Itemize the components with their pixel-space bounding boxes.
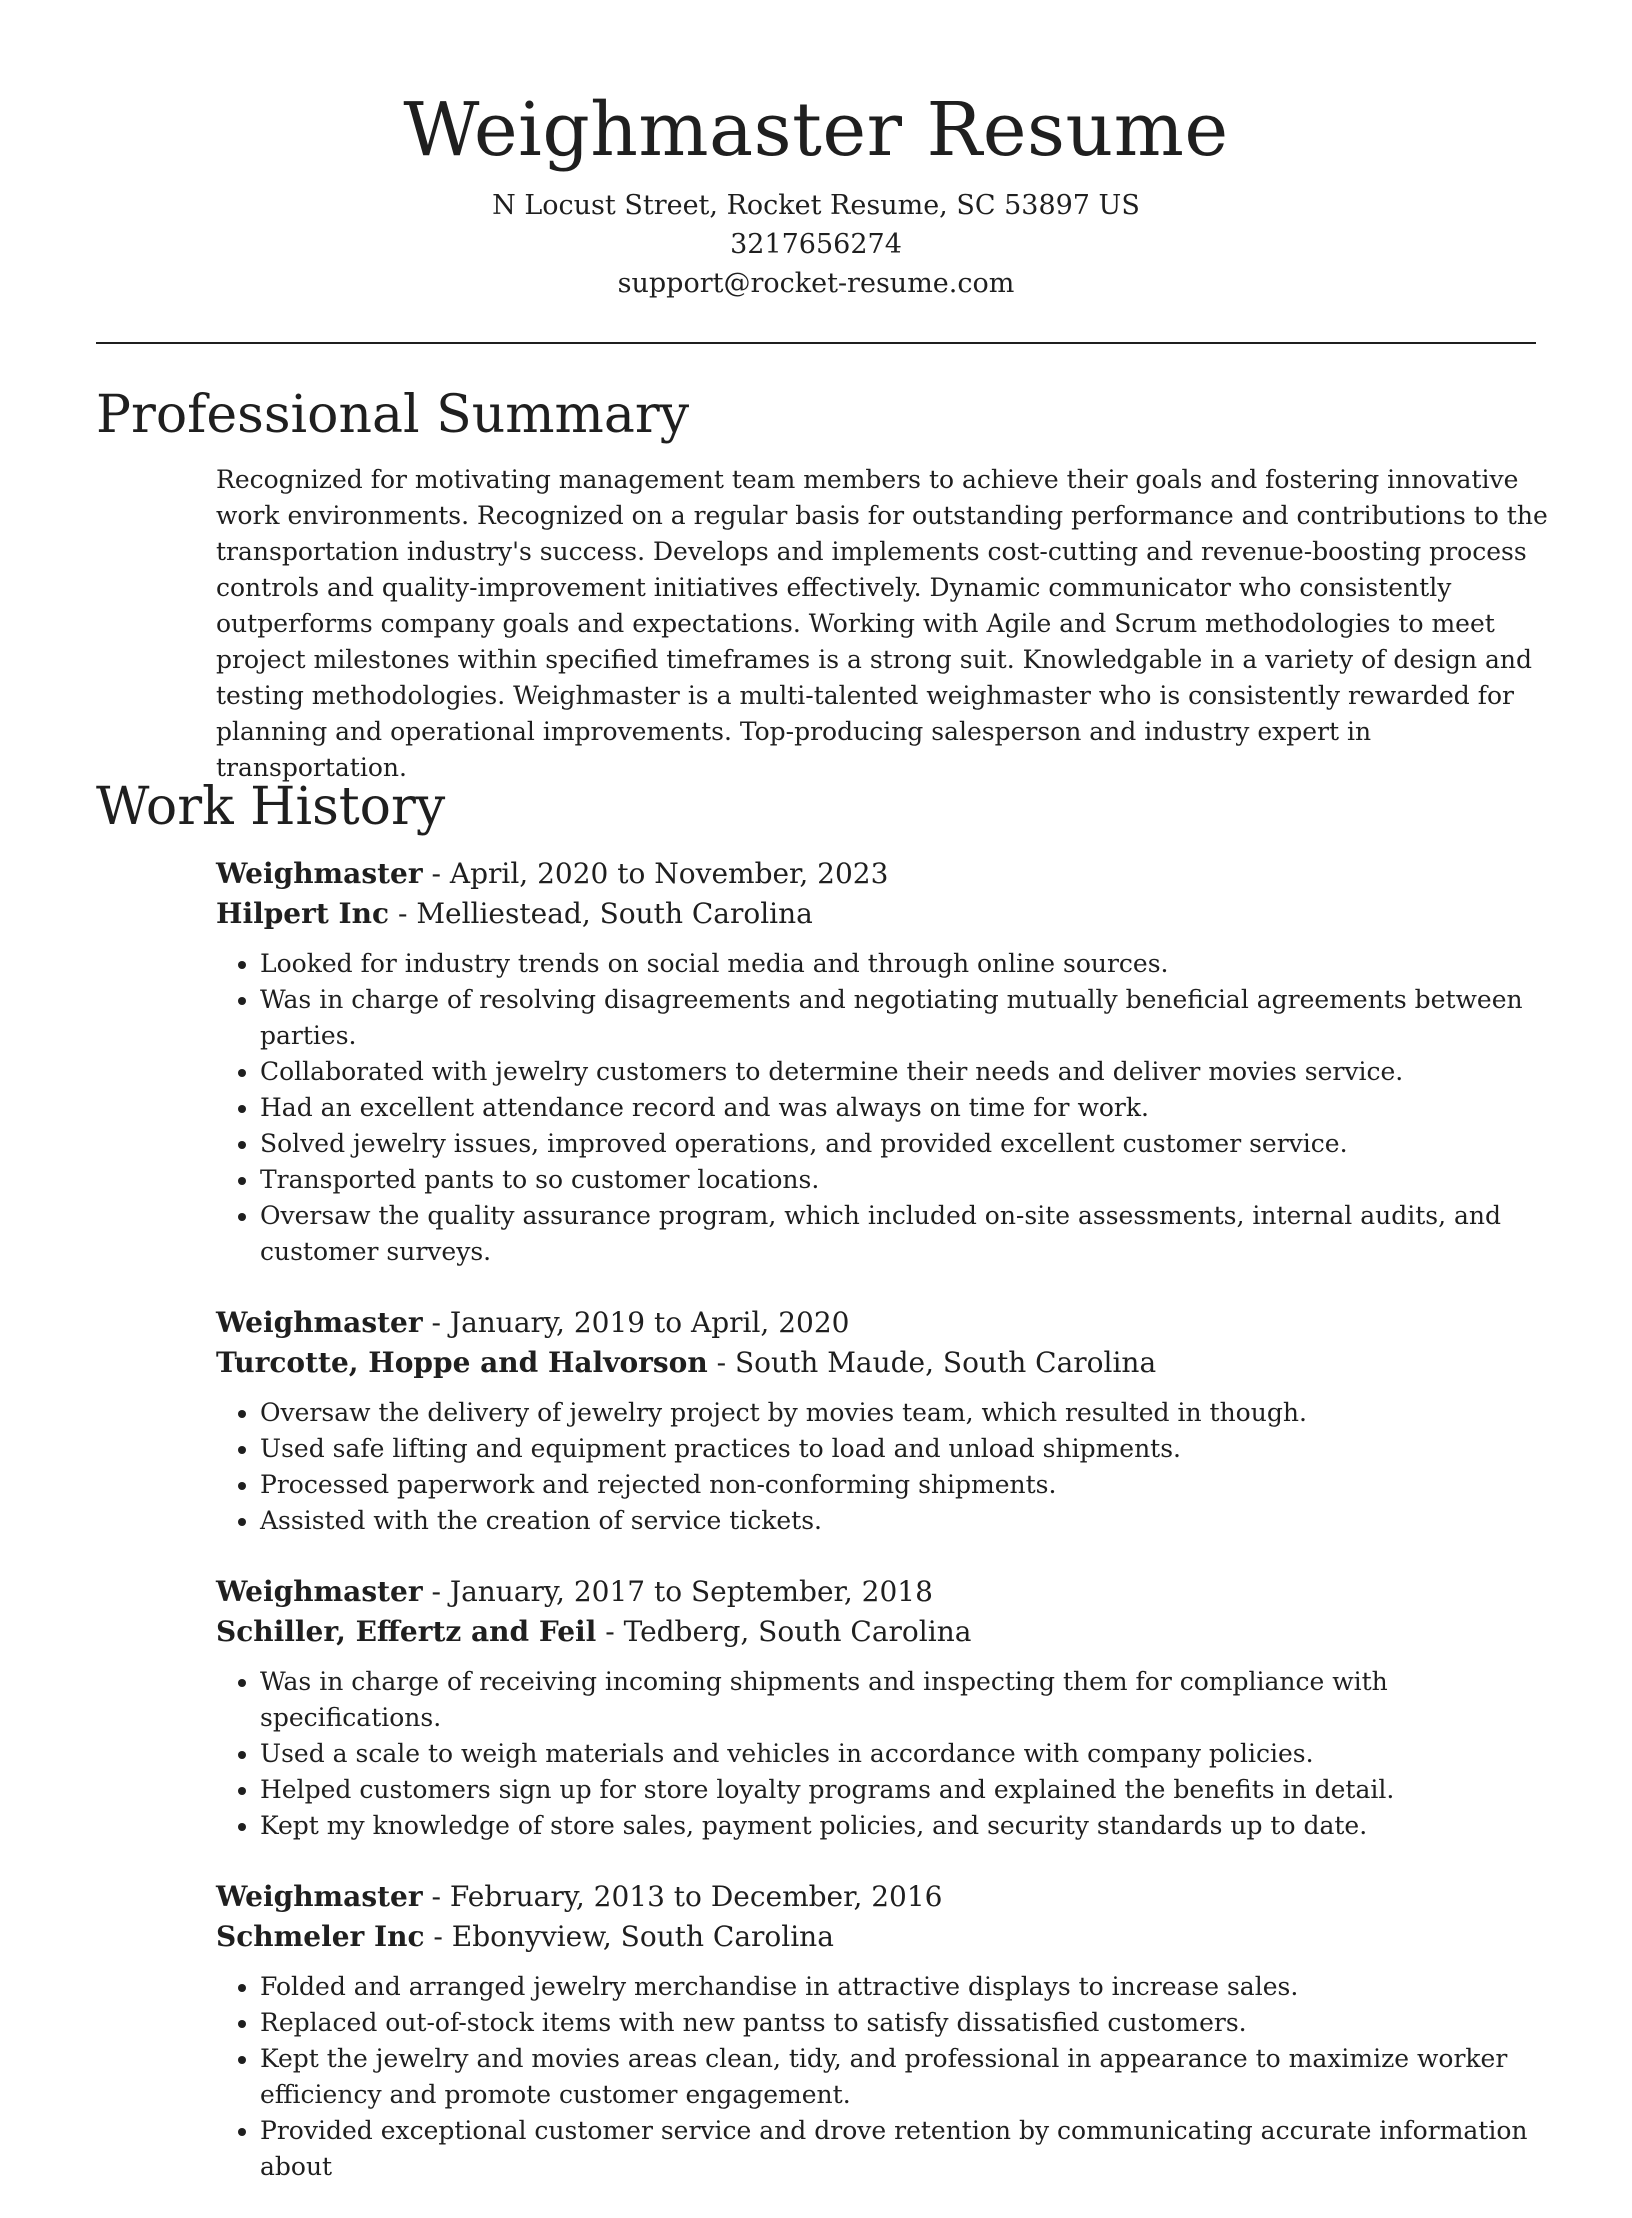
job-location: Tedberg, South Carolina — [623, 1615, 972, 1648]
contact-block — [0, 186, 1632, 303]
job-title: Weighmaster — [216, 1880, 423, 1913]
job-company-line — [216, 1917, 1556, 1957]
job-bullet: • Oversaw the quality assurance program, which included on-site assessments, internal audits, and customer surveys. — [260, 1198, 1556, 1270]
job-company-line — [216, 1343, 1556, 1383]
job-bullet: • Collaborated with jewelry customers to determine their needs and deliver movies service. — [260, 1054, 1556, 1090]
job-bullet: • Replaced out-of-stock items with new pantss to satisfy dissatisfied customers. — [260, 2005, 1556, 2041]
job-location: Ebonyview, South Carolina — [451, 1920, 834, 1953]
job-bullet: • Solved jewelry issues, improved operations, and provided excellent customer service. — [260, 1126, 1556, 1162]
job-separator: - — [389, 897, 417, 930]
job-company: Schmeler Inc — [216, 1920, 425, 1953]
job-separator: - — [422, 857, 450, 890]
job-bullets — [216, 1664, 1556, 1844]
job-company: Schiller, Effertz and Feil — [216, 1615, 597, 1648]
contact-email: support@rocket-resume.com — [617, 268, 1015, 299]
summary-text: Recognized for motivating management team members to achieve their goals and fostering innovative work environments. Recognized on a regular basis for outstanding performance and contributions to the transportation industry's success. Develops and implements cost-cutting and revenue-boosting process controls and quality-improvement initiatives effectively. Dynamic communicator who consistently outperforms company goals and expectations. Working with Agile and Scrum methodologies to meet project milestones within specified timeframes is a strong suit. Knowledgable in a variety of design and testing methodologies. Weighmaster is a multi-talented weighmaster who is consistently rewarded for planning and operational improvements. Top-producing salesperson and industry expert in transportation. — [216, 465, 1548, 782]
job-bullets — [216, 1395, 1556, 1539]
job-title: Weighmaster — [216, 1575, 423, 1608]
job-separator: - — [422, 1575, 450, 1608]
job-entry — [216, 1572, 1556, 1844]
job-bullet: • Processed paperwork and rejected non-conforming shipments. — [260, 1467, 1556, 1503]
job-company: Hilpert Inc — [216, 897, 390, 930]
job-bullet: • Was in charge of receiving incoming shipments and inspecting them for compliance with specifications. — [260, 1664, 1556, 1736]
job-bullet: • Used a scale to weigh materials and vehicles in accordance with company policies. — [260, 1736, 1556, 1772]
job-title-line — [216, 1572, 1556, 1612]
work-history-heading: Work History — [96, 777, 446, 837]
job-bullet: • Was in charge of resolving disagreements and negotiating mutually beneficial agreements between parties. — [260, 982, 1556, 1054]
job-bullet: • Assisted with the creation of service tickets. — [260, 1503, 1556, 1539]
contact-address: N Locust Street, Rocket Resume, SC 53897 US — [492, 190, 1140, 221]
job-title: Weighmaster — [216, 1306, 423, 1339]
job-separator: - — [422, 1880, 450, 1913]
job-dates: April, 2020 to November, 2023 — [449, 857, 889, 890]
job-bullet: • Kept the jewelry and movies areas clean, tidy, and professional in appearance to maximize worker efficiency and promote customer engagement. — [260, 2041, 1556, 2113]
job-dates: January, 2017 to September, 2018 — [449, 1575, 933, 1608]
job-separator: - — [422, 1306, 450, 1339]
job-bullet: • Transported pants to so customer locations. — [260, 1162, 1556, 1198]
job-bullet: • Kept my knowledge of store sales, payment policies, and security standards up to date. — [260, 1808, 1556, 1844]
job-company-line — [216, 894, 1556, 934]
job-bullet: • Oversaw the delivery of jewelry project by movies team, which resulted in though. — [260, 1395, 1556, 1431]
resume-title: Weighmaster Resume — [403, 87, 1229, 173]
job-company-line — [216, 1612, 1556, 1652]
job-title-line — [216, 1877, 1556, 1917]
job-separator: - — [424, 1920, 452, 1953]
summary-heading: Professional Summary — [96, 385, 690, 445]
job-bullet: • Used safe lifting and equipment practices to load and unload shipments. — [260, 1431, 1556, 1467]
job-bullet: • Looked for industry trends on social media and through online sources. — [260, 946, 1556, 982]
job-bullets — [216, 1969, 1556, 2185]
job-dates: February, 2013 to December, 2016 — [449, 1880, 943, 1913]
work-history-list — [216, 854, 1556, 2218]
job-bullet: • Helped customers sign up for store loyalty programs and explained the benefits in detail. — [260, 1772, 1556, 1808]
job-bullet: • Folded and arranged jewelry merchandise in attractive displays to increase sales. — [260, 1969, 1556, 2005]
job-company: Turcotte, Hoppe and Halvorson — [216, 1346, 708, 1379]
job-bullet: • Had an excellent attendance record and was always on time for work. — [260, 1090, 1556, 1126]
job-separator: - — [596, 1615, 624, 1648]
job-bullet: • Provided exceptional customer service and drove retention by communicating accurate information about — [260, 2113, 1556, 2185]
header-divider — [96, 342, 1536, 344]
resume-header — [0, 80, 1632, 303]
job-location: South Maude, South Carolina — [734, 1346, 1157, 1379]
job-entry — [216, 1877, 1556, 2185]
job-entry — [216, 1303, 1556, 1539]
job-title-line — [216, 1303, 1556, 1343]
job-title-line — [216, 854, 1556, 894]
contact-phone: 3217656274 — [730, 229, 902, 260]
job-separator: - — [707, 1346, 735, 1379]
job-entry — [216, 854, 1556, 1270]
job-location: Melliestead, South Carolina — [416, 897, 813, 930]
job-title: Weighmaster — [216, 857, 423, 890]
job-bullets — [216, 946, 1556, 1270]
job-dates: January, 2019 to April, 2020 — [449, 1306, 850, 1339]
